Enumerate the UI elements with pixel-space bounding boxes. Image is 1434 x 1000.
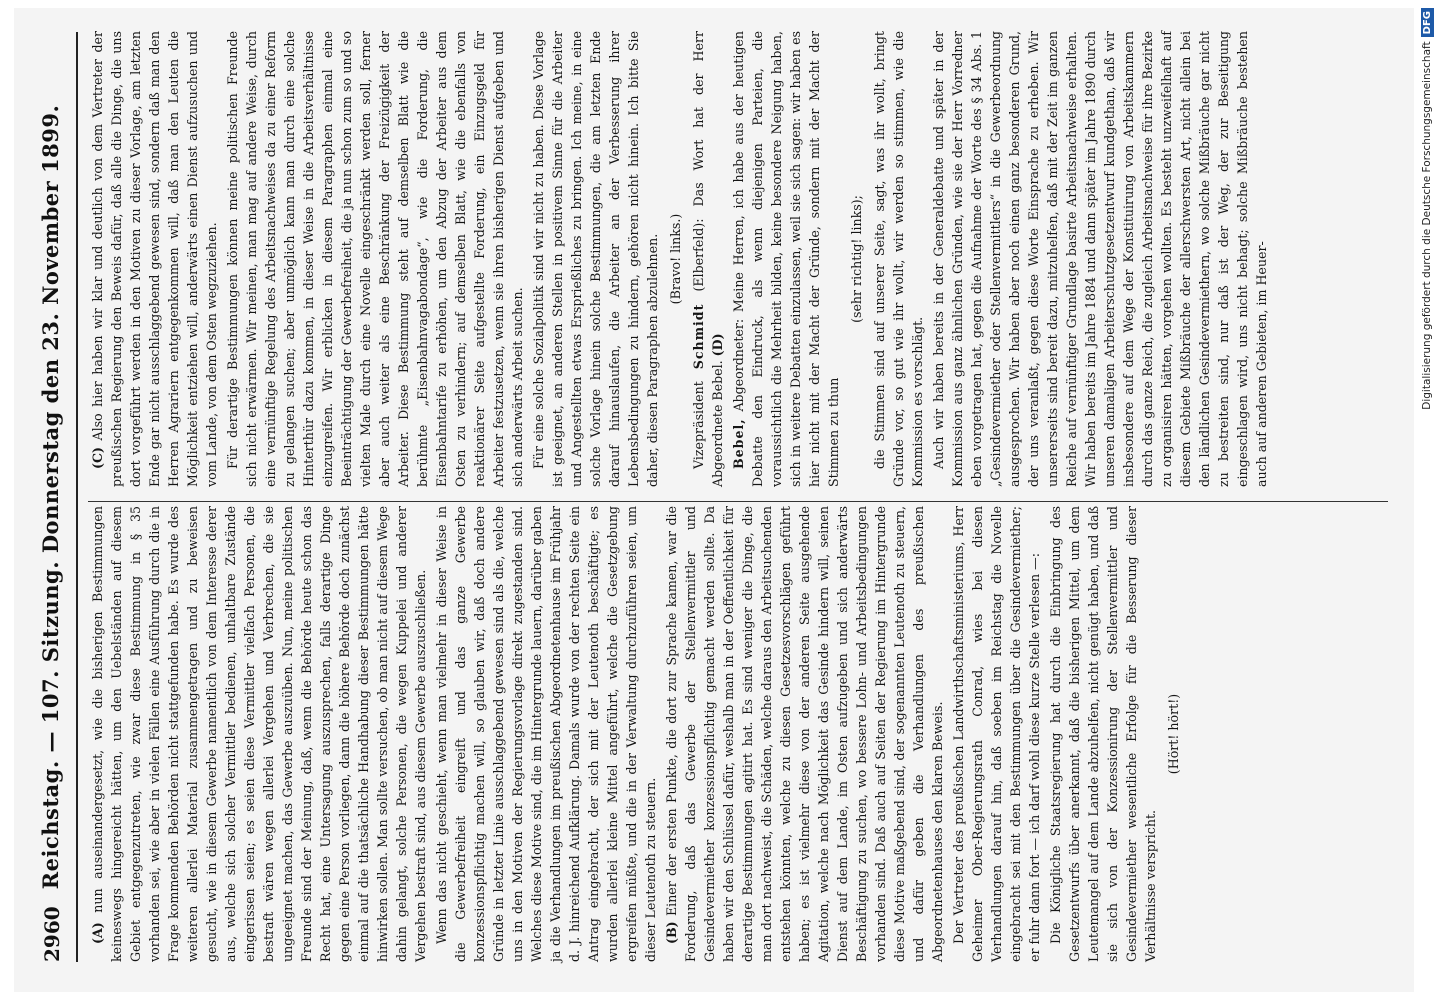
paragraph xyxy=(662,506,947,962)
paragraph-text: Meine Herren, ich habe aus der heutigen Debatte den Eindruck, als wenn diejenigen Parteien, die voraussichtlich die Mehrheit bilden, keine besondere Neigung haben, sich in weitere Debatten einzulassen, weil sie sich sagen: wir haben es hier nicht mit der Macht der Gründe, sondern mit der Macht der Stimmen zu thun xyxy=(731,31,841,487)
vice-president-name: Schmidt xyxy=(691,303,706,370)
dfg-logo: DFG xyxy=(1421,8,1434,37)
paragraph: Der Vertreter des preußischen Landwirthschaftsministeriums, Herr Geheimer Ober-Regierungsrath Conrad, wies bei diesen Verhandlungen darauf hin, daß soeben im Reichstag die Novelle eingebracht sei mit den Bestimmungen über die Gesindevermiether; er fuhr dann fort — ich darf wohl diese kurze Stelle verlesen —: xyxy=(951,506,1042,962)
margin-marker-a: (A) xyxy=(90,922,105,944)
margin-marker-c: (C) xyxy=(90,447,105,469)
paragraph: Für derartige Bestimmungen können meine politischen Freunde sich nicht erwärmen. Wir meinen, man mag auf andere Weise, durch eine vernünftige Regelung des Arbeitsnachweises da zu einer Reform zu gelangen suchen; aber unmöglich kann man durch eine solche Hinterthür dazu kommen, in dieser Weise in die Arbeitsverhältnisse einzugreifen. Wir erblicken in diesem Paragraphen einmal eine Beeinträchtigung der Gewerbefreiheit, die ja nun schon zum so und so vielten Male durch eine Novelle eingeschränkt werden soll, ferner aber auch weiter als eine Beschränkung der Freizügigkeit der Arbeiter. Diese Bestimmung steht auf demselben Blatt wie die berühmte „Eisenbahnvagabondage“, wie die Forderung, die Eisenbahntarife zu erhöhen, um den Abzug der Arbeiter aus dem Osten zu verhindern; auf demselben Blatt, wie die ebenfalls von reaktionärer Seite aufgestellte Forderung, ein Einzugsgeld für Arbeiter festzusetzen, wenn sie ihren bisherigen Dienst aufgeben und sich anderwärts Arbeit suchen. xyxy=(225,31,525,487)
header-rule xyxy=(76,32,78,962)
paragraph-text: Einer der ersten Punkte, die dort zur Sprache kamen, war die Forderung, daß das Gewerbe der Stellenvermittler und Gesindevermiether konzessionspflichtig gemacht werden sollte. Da haben wir den Schlüssel dafür, weshalb man in der Oeffentlichkeit für derartige Bestimmungen agitirt hat. Es sind weniger die Dinge, die man dort nachweist, die Schäden, welche daraus den Arbeitsuchenden entstehen könnten, welche zu diesen Gesetzesvorschlägen geführt haben; es ist vielmehr diese von der anderen Seite ausgehende Agitation, welche nach Möglichkeit das Gesinde hindern will, seinen Dienst auf dem Lande, im Osten aufzugeben und sich anderwärts Beschäftigung zu suchen, wo bessere Lohn- und Arbeitsbedingungen vorhanden sind. Daß auch auf Seiten der Regierung im Hintergrunde diese Motive maßgebend sind, der sogenannten Leutenoth zu steuern, und dafür geben die Verhandlungen des preußischen Abgeordnetenhauses den klaren Beweis. xyxy=(664,506,945,962)
speaker-name: Bebel, xyxy=(731,418,746,469)
paragraph: die Stimmen sind auf unserer Seite, sagt, was ihr wollt, bringt Gründe vor, so gut wie ihr wollt, wir werden so stimmen, wie die Kommission es vorschlägt. xyxy=(872,31,925,487)
quotation: Die Königliche Staatsregierung hat durch die Einbringung des Gesetzentwurfs über anerkannt, daß die bisherigen Mittel, um dem Leutemangel auf dem Lande abzuhelfen, nicht genügt haben, und daß sie sich von der Konzessionirung der Stellenvermittler und Gesindevermiether wesentliche Erfolge für die Besserung dieser Verhältnisse verspricht. xyxy=(1048,506,1158,962)
paragraph-text: nun auseinandergesetzt, wie die bisherigen Bestimmungen keineswegs hingereicht hätten, um den Uebelständen auf diesem Gebiet entgegenzutreten, wie zwar diese Bestimmung in § 35 vorhanden sei, wie aber in vielen Fällen eine Ausführung durch die in Frage kommenden Behörden nicht stattgefunden habe. Es wurde des weiteren allerlei Material zusammengetragen und zu beweisen gesucht, wie in diesem Gewerbe namentlich von dem Interesse derer aus, welche sich solcher Vermittler bedienen, unhaltbare Zustände eingerissen seien; es seien diese Vermittler vielfach Personen, die bestraft wären wegen allerlei Vergehen und Verbrechen, die sie ungeeignet machen, das Gewerbe auszuüben. Nun, meine politischen Freunde sind der Meinung, daß, wenn die Behörde heute schon das Recht hat, eine Untersagung auszusprechen, falls derartige Dinge gegen eine Person vorliegen, dann die höhere Behörde doch zunächst einmal auf die thatsächliche Handhabung dieser Bestimmungen hätte hinwirken sollen. Man sollte versuchen, ob man nicht auf diesem Wege dahin gelangt, solche Personen, die wegen Kuppelei und anderer Vergehen bestraft sind, aus diesem Gewerbe auszuschließen. xyxy=(90,506,428,962)
vice-president-text: (Elberfeld): Das Wort hat der Herr Abgeordnete Bebel. xyxy=(691,31,725,487)
scanned-page xyxy=(14,8,1414,992)
paragraph: Auch wir haben bereits in der Generaldebatte und später in der Kommission aus ganz ähnlichen Gründen, wie sie der Herr Vorredner eben vorgetragen hat, gegen die Aufnahme der Worte des § 34 Abs. 1 „Gesindevermiether oder Stellenvermittlers“ in die Gewerbeordnung ausgesprochen. Wir haben aber noch einen ganz besonderen Grund, der uns veranlaßt, gegen diese Worte Einsprache zu erheben. Wir unsererseits sind bereit dazu, mitzuhelfen, daß mit der Zeit im ganzen Reiche auf vernünftiger Grundlage basirte Arbeitsnachweise erhalten. Wir haben bereits im Jahre 1884 und dann später im Jahre 1890 durch unseren damaligen Arbeiterschutzgesetzentwurf kundgethan, daß wir insbesondere auf dem Wege der Konstituirung von Arbeitskammern durch das ganze Reich, die zugleich Arbeitsnachweise für ihre Bezirke zu organisiren hätten, vorgehen wollten. Es besteht unzweifelhaft auf diesem Gebiete Mißbräuche der allerschwersten Art, nicht allein bei den ländlichen Gesindevermiethern, wo solche Mißbräuche gar nicht zu bestreiten sind, nur daß ist der Weg, der zur Beseitigung eingeschlagen wird, uns nicht behagt; solche Mißbräuche bestehen auch auf anderen Gebieten, im Heuer- xyxy=(931,31,1269,487)
interjection: (Bravo! links.) xyxy=(668,213,683,305)
speaker-role: Abgeordneter: xyxy=(731,318,746,412)
interjection: (sehr richtig! links); xyxy=(849,195,864,323)
digitization-credit xyxy=(1420,8,1434,992)
paragraph xyxy=(88,31,221,487)
right-column xyxy=(88,31,1388,487)
credit-text: Digitalisierung gefördert durch die Deutsche Forschungsgemeinschaft xyxy=(1421,41,1433,410)
vice-president-label: Vizepräsident xyxy=(691,381,706,469)
margin-marker-d: (D) xyxy=(710,333,725,357)
page-header xyxy=(34,32,74,962)
paragraph: Wenn das nicht geschieht, wenn man vielmehr in dieser Weise in die Gewerbefreiheit eingreift und das ganze Gewerbe konzessionspflichtig machen will, so glauben wir, daß doch andere Gründe in letzter Linie ausschlaggebend gewesen sind als die, welche uns in den Motiven der Regierungsvorlage direkt zugestanden sind. Welches diese Motive sind, die im Hintergrunde lauern, darüber gaben ja die Verhandlungen im preußischen Abgeordnetenhause im Frühjahr d. J. hinreichend Aufklärung. Damals wurde von der rechten Seite ein Antrag eingebracht, der sich mit der Leutenoth beschäftigte; es wurden allerlei kleine Mittel angeführt, welche die Gesetzgebung ergreifen müßte, und die in der Verwaltung durchzuführen seien, um dieser Leutenoth zu steuern. xyxy=(434,506,658,962)
column-divider xyxy=(88,501,1388,502)
paragraph-text: Also hier haben wir klar und deutlich von dem Vertreter der preußischen Regierung den Beweis dafür, daß alle die Dinge, die uns dort vorgeführt werden in den Motiven zu dieser Vorlage, am letzten Ende gar nicht ausschlaggebend gewesen sind, sondern daß man den Herren Agrariern entgegenkommen will, daß man den Leuten die Möglichkeit entziehen will, anderwärts einen Dienst aufzusuchen und vom Lande, von dem Osten wegzuziehen. xyxy=(90,31,219,487)
paragraph xyxy=(88,506,430,962)
paragraph xyxy=(689,31,727,487)
page-number: 2960 xyxy=(40,906,64,962)
rotated-page xyxy=(14,8,1414,992)
page-title: Reichstag. — 107. Sitzung. Donnerstag den 23. November 1899. xyxy=(38,104,63,890)
paragraph: Für eine solche Sozialpolitik sind wir nicht zu haben. Diese Vorlage ist geeignet, an anderen Stellen in positivem Sinne für die Arbeiter und Angestellten etwas Ersprießliches zu bringen. Ich meine, in eine solche Vorlage hinein solche Bestimmungen, die am letzten Ende darauf hinauslaufen, die Arbeiter an der Verbesserung ihrer Lebensbedingungen zu hindern, gehören nicht hinein. Ich bitte Sie daher, diesen Paragraphen abzulehnen. xyxy=(531,31,660,487)
interjection: (Hört! hört!) xyxy=(1166,693,1181,775)
left-column xyxy=(88,506,1388,962)
margin-marker-b: (B) xyxy=(664,921,679,944)
paragraph xyxy=(729,31,843,487)
